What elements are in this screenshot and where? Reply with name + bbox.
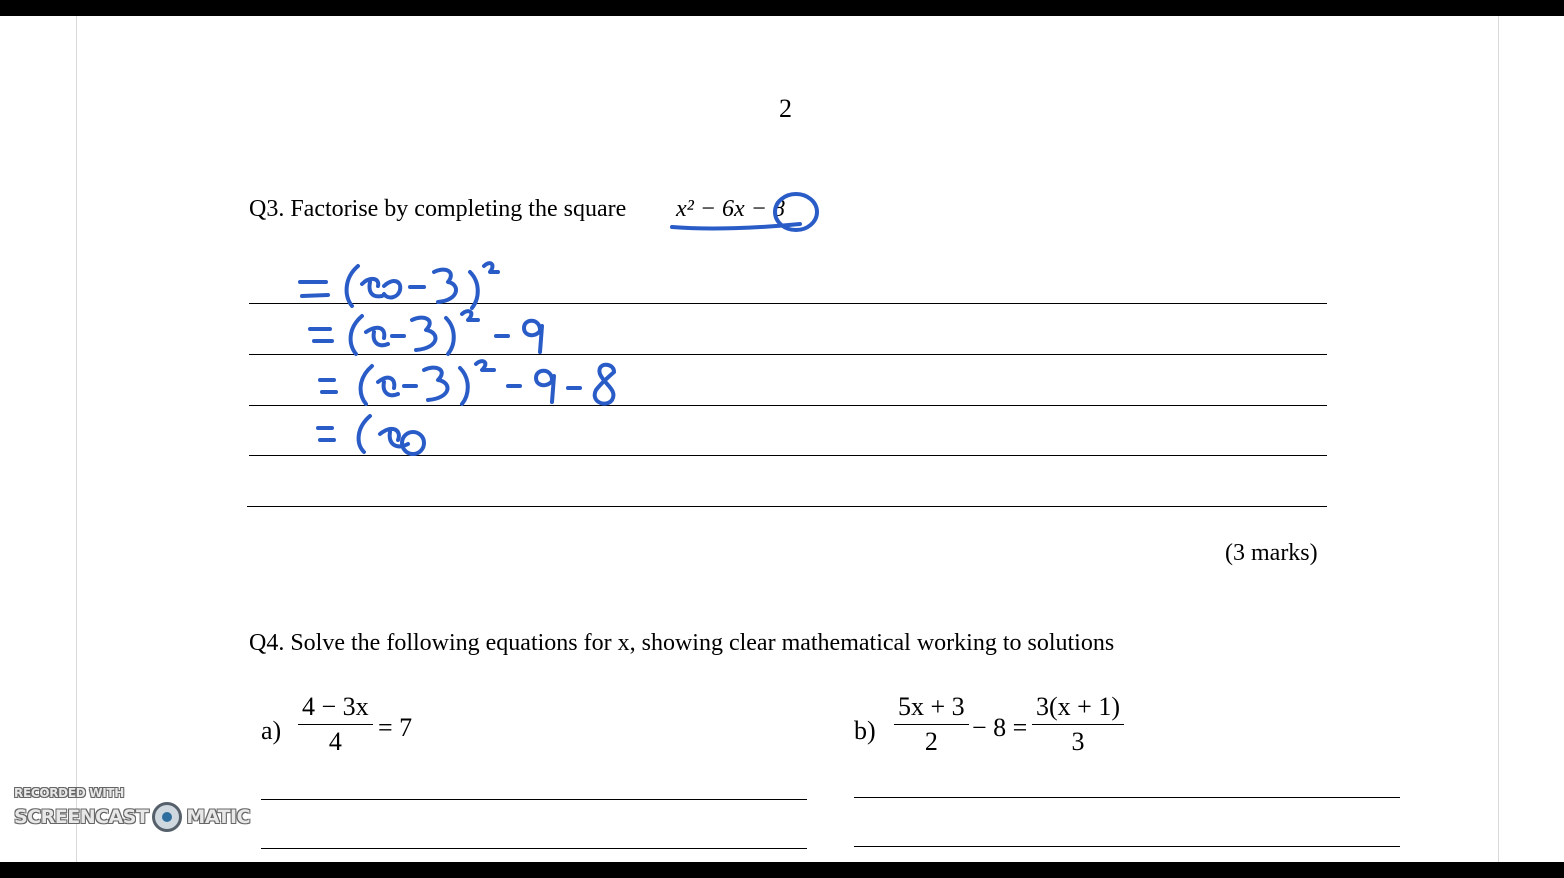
q4-part-a-denominator: 4 <box>328 727 342 756</box>
q4-part-a-numerator: 4 − 3x <box>302 692 369 721</box>
ink-line-1 <box>300 263 498 308</box>
handwriting-ink <box>0 16 1564 862</box>
worksheet-page <box>0 16 1564 862</box>
q4-part-b-middle: − 8 = <box>972 713 1028 742</box>
ink-line-3 <box>320 361 614 404</box>
ink-line-2 <box>310 311 542 354</box>
ink-line-4 <box>318 416 424 454</box>
q3-question-text: Q3. Factorise by completing the square <box>249 196 627 222</box>
screencast-watermark <box>14 786 250 832</box>
q4-part-a-rhs: = 7 <box>378 713 413 742</box>
q4-part-b-label: b) <box>854 716 876 745</box>
page-number: 2 <box>779 94 792 123</box>
q3-marks: (3 marks) <box>1225 540 1318 566</box>
q3-expression: x² − 6x − 8 <box>676 196 785 222</box>
q4-part-b-denominator-2: 3 <box>1071 727 1085 756</box>
watermark-screencast: SCREENCAST <box>14 806 149 828</box>
watermark-matic: MATIC <box>186 806 251 828</box>
q4-part-b-numerator-2: 3(x + 1) <box>1036 692 1120 721</box>
q4-part-b-numerator-1: 5x + 3 <box>898 692 965 721</box>
q4-part-a-label: a) <box>261 716 282 745</box>
q4-question-text: Q4. Solve the following equations for x, showing clear mathematical working to solutions <box>249 630 1115 656</box>
screencast-logo-icon <box>152 802 182 832</box>
q4-part-b-denominator-1: 2 <box>924 727 938 756</box>
watermark-recorded-with: RECORDED WITH <box>14 786 125 800</box>
